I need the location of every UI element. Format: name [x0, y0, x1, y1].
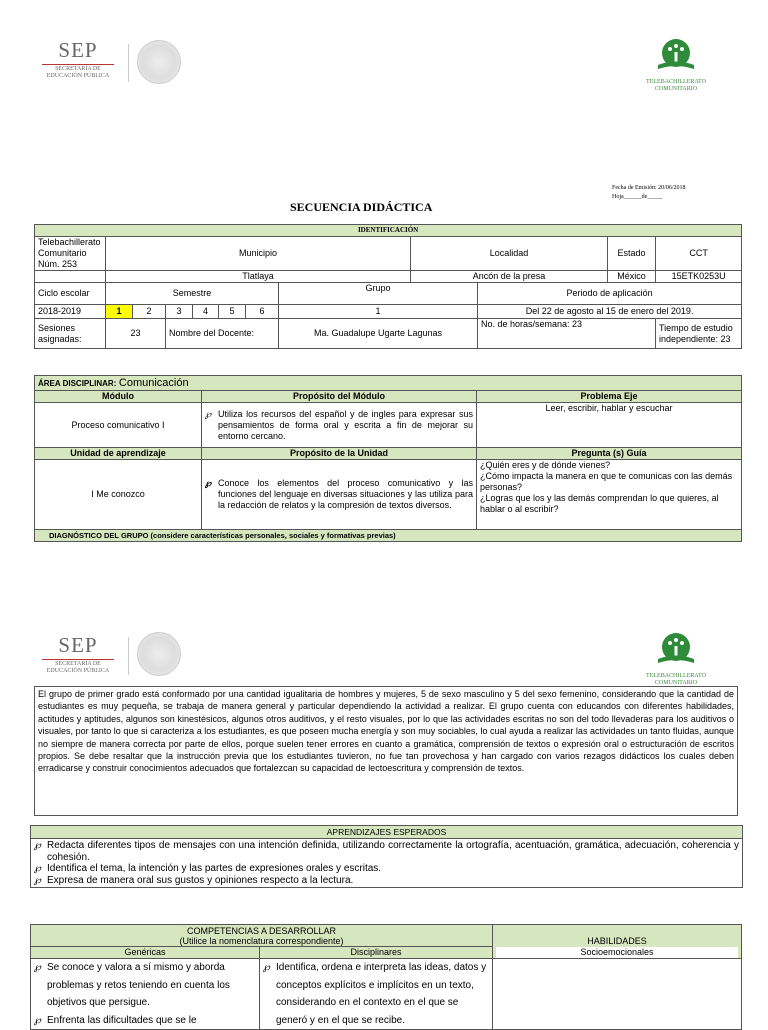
proposito-modulo-header: Propósito del Módulo — [202, 391, 477, 403]
area-row — [35, 376, 742, 391]
competencias-title: COMPETENCIAS A DESARROLLAR — [186, 925, 337, 936]
sep-logo-title: SEP — [58, 38, 98, 62]
competencias-table — [30, 924, 742, 1030]
socioemocionales-header: Socioemocionales — [496, 947, 738, 958]
sep-divider — [42, 659, 114, 660]
pregunta-2: ¿Cómo impacta la manera en que te comunicas con las demás personas? — [480, 471, 733, 492]
semester-4: 4 — [193, 305, 219, 319]
proposito-modulo-cell — [202, 403, 477, 448]
cct-value: 15ETK0253U — [656, 271, 742, 283]
modulo-value: Proceso comunicativo I — [35, 403, 202, 448]
area-label: ÁREA DISCIPLINAR: — [38, 378, 117, 388]
estado-label: Estado — [608, 237, 656, 271]
bullet-icon: ℘ — [34, 840, 41, 851]
cct-label: CCT — [656, 237, 742, 271]
horas-semana: No. de horas/semana: 23 — [478, 319, 656, 349]
municipio-value: Tlatlaya — [106, 271, 411, 283]
problema-eje-header: Problema Eje — [477, 391, 742, 403]
proposito-unidad-cell — [202, 460, 477, 530]
generica-item: Enfrenta las dificultades que se le — [47, 1014, 197, 1026]
bullet-icon: ℘ — [205, 408, 212, 419]
ciclo-label: Ciclo escolar — [35, 283, 106, 305]
estado-value: México — [608, 271, 656, 283]
semester-3: 3 — [166, 305, 193, 319]
diagnostico-header: DIAGNÓSTICO DEL GRUPO (considere características personales, sociales y formativas previas) — [35, 530, 742, 542]
semester-2: 2 — [133, 305, 166, 319]
disciplinares-cell — [260, 959, 493, 1030]
proposito-modulo-value: Utiliza los recursos del español y de ingles para expresar sus pensamientos de forma oral y escrita a fin de mejorar su entorno cercano. — [218, 408, 473, 441]
bullet-icon: ℘ — [34, 874, 41, 886]
grupo-value: 1 — [279, 305, 478, 319]
sep-logo-line1: SECRETARÍA DE — [55, 661, 101, 667]
localidad-value: Ancón de la presa — [411, 271, 608, 283]
sep-logo-line1: SECRETARÍA DE — [55, 66, 101, 72]
emission-date: Fecha de Emisión: 20/06/2018 — [612, 185, 686, 191]
pregunta-3: ¿Logras que los y las demás comprendan lo que quieres, al hablar o al escribir? — [480, 493, 719, 514]
semester-6: 6 — [246, 305, 279, 319]
preguntas-cell — [477, 460, 742, 530]
logo-divider — [128, 637, 129, 675]
competencias-header — [31, 925, 493, 947]
aprendizajes-box — [30, 825, 743, 888]
periodo-label: Periodo de aplicación — [478, 283, 742, 305]
identification-header: IDENTIFICACIÓN — [35, 225, 742, 237]
mexico-seal-icon — [137, 40, 181, 84]
proposito-unidad-value: Conoce los elementos del proceso comunicativo y las funciones del lenguaje en diversas situaciones y las utiliza para la redacción de relatos y la compresión de textos diversos. — [218, 478, 473, 510]
bullet-icon: ℘ — [205, 478, 212, 488]
genericas-header: Genéricas — [31, 947, 260, 959]
unidad-value: I Me conozco — [35, 460, 202, 530]
semester-1: 1 — [106, 305, 133, 319]
sep-logo-line2: EDUCACIÓN PÚBLICA — [46, 668, 110, 674]
aprendizajes-header: APRENDIZAJES ESPERADOS — [31, 826, 742, 839]
area-value: Comunicación — [118, 376, 189, 389]
tb-logo-line2: COMUNITARIO — [654, 86, 698, 92]
genericas-cell — [31, 959, 260, 1030]
logo-divider — [128, 44, 129, 82]
telebachillerato-label: Telebachillerato Comunitario Núm. 253 — [35, 237, 106, 271]
modulo-header: Módulo — [35, 391, 202, 403]
tb-logo-line1: TELEBACHILLERATO — [646, 79, 706, 85]
tree-book-icon — [640, 632, 712, 668]
problema-eje-value: Leer, escribir, hablar y escuchar — [477, 403, 742, 448]
area-disciplinar-table — [34, 375, 742, 542]
periodo-value: Del 22 de agosto al 15 de enero del 2019. — [478, 305, 742, 319]
sep-divider — [42, 64, 114, 65]
aprendizaje-item: ℘ Identifica el tema, la intención y las partes de expresiones orales y escritas. — [34, 863, 382, 874]
pregunta-1: ¿Quién eres y de dónde vienes? — [480, 460, 611, 470]
competencias-subtitle: (Utilice la nomenclatura correspondiente) — [179, 935, 344, 946]
sesiones-value: 23 — [106, 319, 166, 349]
bullet-icon: ℘ — [34, 962, 41, 973]
emission-info — [612, 184, 686, 202]
telebachillerato-logo — [640, 38, 712, 93]
unidad-header: Unidad de aprendizaje — [35, 448, 202, 460]
proposito-unidad-header: Propósito de la Unidad — [202, 448, 477, 460]
aprendizaje-item: ℘ Expresa de manera oral sus gustos y opiniones respecto a la lectura. — [34, 874, 354, 886]
disciplinares-header: Disciplinares — [260, 947, 493, 959]
aprendizaje-item: ℘ Redacta diferentes tipos de mensajes con una intención definida, utilizando correctamente la ortografía, acentuación, gramática, adecuación, coherencia y cohesión. — [34, 840, 739, 863]
tb-logo-line2: COMUNITARIO — [654, 680, 698, 686]
tree-book-icon — [640, 38, 712, 74]
disciplinar-item: Identifica, ordena e interpreta las ideas, datos y conceptos explícitos e implícitos en un texto, considerando en el contexto en el que se generó y en el que se recibe. — [276, 962, 487, 1026]
semestre-label: Semestre — [106, 283, 279, 305]
generica-item: Se conoce y valora a sí mismo y aborda problemas y retos teniendo en cuenta los objetivos que persigue. — [47, 962, 230, 1008]
pregunta-guia-header: Pregunta (s) Guía — [477, 448, 742, 460]
sep-logo-title: SEP — [58, 633, 98, 657]
habilidades-header: HABILIDADES — [493, 925, 742, 959]
tiempo-estudio: Tiempo de estudio independiente: 23 — [656, 319, 742, 349]
socioemocionales-cell — [493, 947, 742, 1030]
identification-table — [34, 224, 742, 349]
mexico-seal-icon — [137, 632, 181, 676]
grupo-label: Grupo — [279, 283, 478, 305]
sep-logo-page2 — [36, 633, 120, 675]
localidad-label: Localidad — [411, 237, 608, 271]
sesiones-label: Sesiones asignadas: — [35, 319, 106, 349]
municipio-label: Municipio — [106, 237, 411, 271]
docente-label: Nombre del Docente: — [166, 319, 279, 349]
bullet-icon: ℘ — [34, 863, 41, 874]
docente-value: Ma. Guadalupe Ugarte Lagunas — [279, 319, 478, 349]
diagnostico-text: El grupo de primer grado está conformado por una cantidad igualitaria de hombres y mujeres, 5 de sexo masculino y 5 del sexo femenino, considerando que la cantidad de estudiantes es muy pequeña, se trabaja de manera general y particular dependiendo la actividad a realizar. El grupo cuenta con educandos con diferentes habilidades, actitudes y aptitudes, algunos son kinestésicos, algunos otros auditivos, y el resto visuales, por lo que las actividades escritas no son del todo llevaderas para los auditivos o visuales, por tanto lo que si caracteriza a los estudiantes, es que poseen mucha energía y son muy sociables, lo cual ayuda a realizar las actividades un tanto fluidas, aunque no siempre de manera correcta por parte de ellos, porque suelen tener errores en cuanto a gramática, comprensión de textos o expresión oral o estructuración de escritos propios. Se debe resaltar que la instrucción previa que los estudiantes tuvieron, no fue tan provechosa y han cargado con varios rezagos didácticos los cuales deben erradicarse y construir conocimientos adecuados que fortalezcan su capacidad de lectoescritura y comprensión de textos. — [34, 686, 738, 816]
sep-logo — [36, 38, 120, 80]
bullet-icon: ℘ — [263, 962, 270, 973]
bullet-icon: ℘ — [34, 1014, 41, 1026]
telebachillerato-logo-page2 — [640, 632, 712, 687]
sep-logo-line2: EDUCACIÓN PÚBLICA — [46, 73, 110, 79]
semester-5: 5 — [219, 305, 246, 319]
telebachillerato-value — [35, 271, 106, 283]
tb-logo-line1: TELEBACHILLERATO — [646, 673, 706, 679]
ciclo-value: 2018-2019 — [35, 305, 106, 319]
sheet-number: Hoja______de_____ — [612, 194, 663, 200]
document-title: SECUENCIA DIDÁCTICA — [290, 200, 433, 214]
